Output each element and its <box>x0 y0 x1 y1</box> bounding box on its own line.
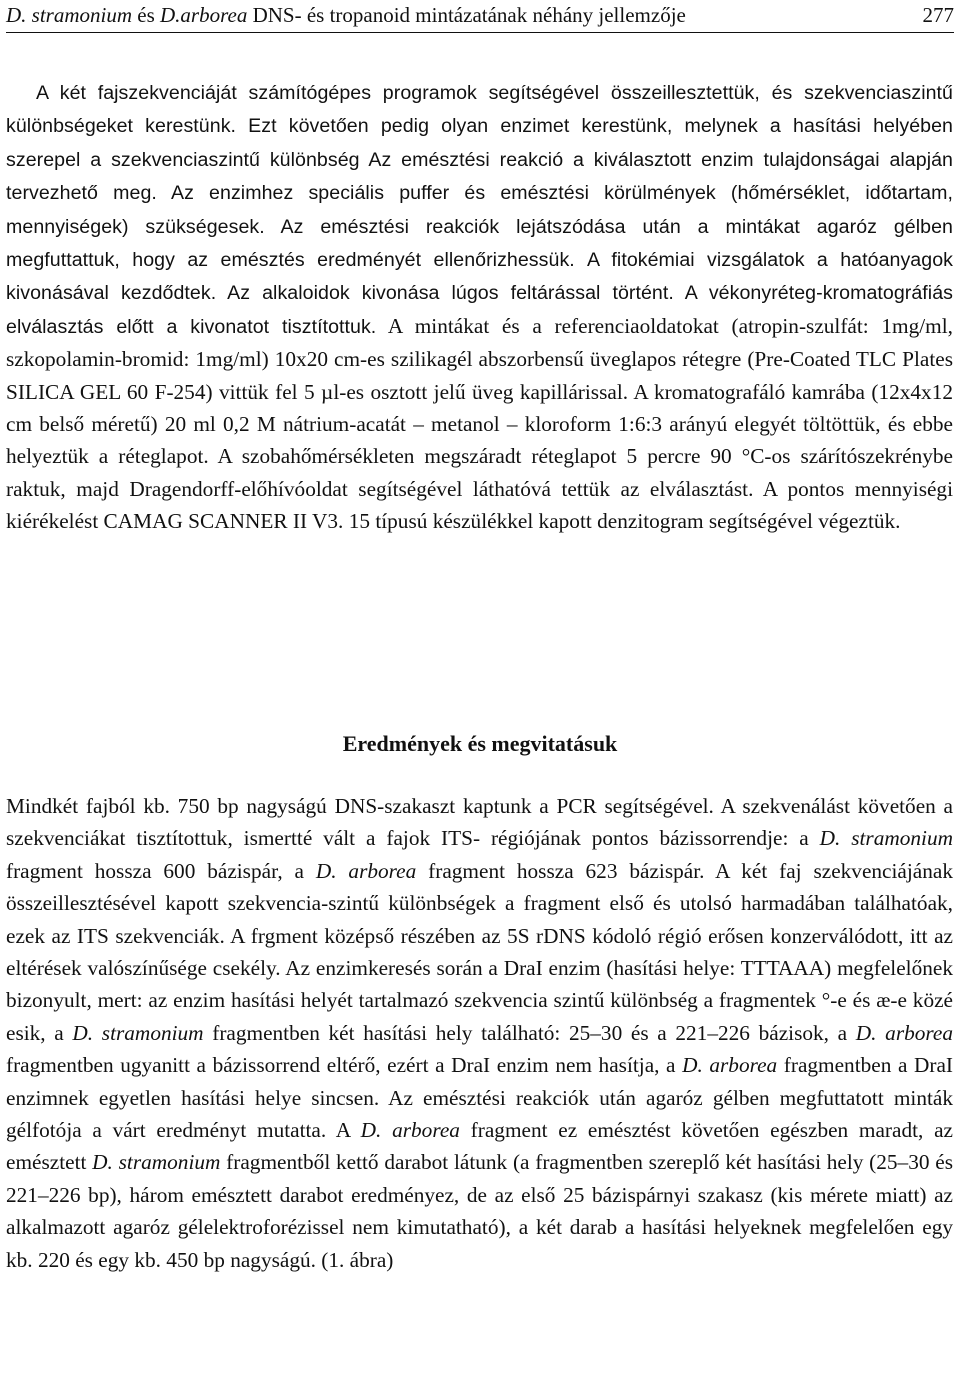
section-heading: Eredmények és megvitatásuk <box>342 731 618 756</box>
results-text: fragmentből kettő darabot látunk (a fragmentben szereplő két hasítási hely (25–30 és 221–226 bp), három emésztett darabot eredményez, de az első 25 bázispárnyi szakasz (kis mérete miatt) az alkalmazott agaróz gélelektroforézissel nem kimutatható), a két darab a hasítási helyeknek megfelelően egy kb. 220 és egy kb. 450 bp nagyságú. (1. ábra) <box>6 1150 953 1272</box>
header-connector: és <box>132 3 161 27</box>
results-text: fragmentben a DraI enzimnek egyetlen hasítási helye sincsen. Az emésztési reakciók után agaróz gélben megfuttatott minták gélfotója a várt eredményt mutatta. A <box>6 1053 953 1143</box>
species-name: D. arborea <box>315 858 417 883</box>
species-name: D. arborea <box>855 1020 953 1045</box>
methods-sentences-extraction: A fitokémiai vizsgálatok a hatóanyagok kivonásával kezdődtek. Az alkaloidok kivonása lúgos feltárással történt. A vékonyréteg-kromatográfiás elválasztás előtt a kivonatot tisztítottuk. <box>6 249 953 338</box>
methods-sentences-tlc: A mintákat és a referenciaoldatokat (atropin-szulfát: 1mg/ml, szkopolamin-bromid: 1mg/ml) 10x20 cm-es szilikagél abszorbensű üveglapos rétegre (Pre-Coated TLC Plates SILICA GEL 60 F-254) vittük fel 5 µl-es osztott jelű üveg kapillárissal. A kromatografáló kamrába (12x4x12 cm belső méretű) 20 ml 0,2 M nátrium-acatát – metanol – kloroform 1:6:3 arányú elegyét töltöttük, és ebbe helyeztük a réteglapot. A szobahőmérsékleten megszáradt réteglapot 5 percre 90 °C-os szárítószekrénybe raktuk, majd Dragendorff-előhívóoldat segítségével láthatóvá tettük az elválasztást. A pontos mennyiségi kiérékelést CAMAG SCANNER II V3. 15 típusú készülékkel kapott denzitogram segítségével végeztük. <box>6 313 953 534</box>
species-name: D. arborea <box>682 1053 778 1078</box>
results-text: fragment hossza 623 bázispár. A két faj szekvenciájának összeillesztésével kapott szekvencia-szintű különbségek a fragment első és utolsó harmadában találhatóak, ezek az ITS szekvenciák. A frgment középső részében az 5S rDNS kódoló régió erősen konzerválódott, itt az eltérések valószínűsége csekély. Az enzimkeresés során a DraI enzim (hasítási helye: TTTAAA) megfelelőnek bizonyult, mert: az enzim hasítási helyét tartalmazó szekvencia szintű különbség a fragmentek °-e és æ-e közé esik, a <box>6 858 953 1045</box>
header-title-rest: DNS- és tropanoid mintázatának néhány jellemzője <box>247 3 686 27</box>
results-text: fragment hossza 600 bázispár, a <box>6 858 316 883</box>
results-text: fragmentben ugyanitt a bázissorrend eltérő, ezért a DraI enzim nem hasítja, a <box>6 1053 683 1078</box>
results-text: fragmentben két hasítási hely található: 25–30 és a 221–226 bázisok, a <box>203 1020 856 1045</box>
species-name: D. stramonium <box>72 1020 204 1045</box>
results-text: fragment ez emésztést követően egészben maradt, az emésztett <box>6 1118 953 1175</box>
running-header-title <box>6 2 686 28</box>
running-header <box>6 2 954 33</box>
header-species-1: D. stramonium <box>6 3 133 27</box>
results-text: Mindkét fajból kb. 750 bp nagyságú DNS-szakaszt kaptunk a PCR segítségével. A szekvenálást követően a szekvenciákat tisztítottuk, ismertté vált a fajok ITS- régiójának pontos bázissorrendje: a <box>6 794 953 851</box>
methods-paragraph <box>6 76 953 538</box>
methods-sentences-dna: A két fajszekvenciáját számítógépes programok segítségével összeillesztettük, és szekvenciaszintű különbségeket kerestünk. Ezt követően pedig olyan enzimet kerestünk, melynek a hasítási helyében szerepel a szekvenciaszintű különbség Az emésztési reakció a kiválasztott enzim tulajdonságai alapján tervezhető meg. Az enzimhez speciális puffer és emésztési körülmények (hőmérséklet, időtartam, mennyiségek) szükségesek. Az emésztési reakciók lejátszódása után a mintákat agaróz gélben megfuttattuk, hogy az emésztés eredményét ellenőrizhessük. <box>6 82 953 272</box>
header-species-2: D.arborea <box>160 3 248 27</box>
page-number: 277 <box>922 3 954 27</box>
results-paragraph <box>6 790 953 1276</box>
species-name: D. stramonium <box>92 1150 221 1175</box>
species-name: D. arborea <box>360 1118 460 1143</box>
species-name: D. stramonium <box>819 826 953 851</box>
